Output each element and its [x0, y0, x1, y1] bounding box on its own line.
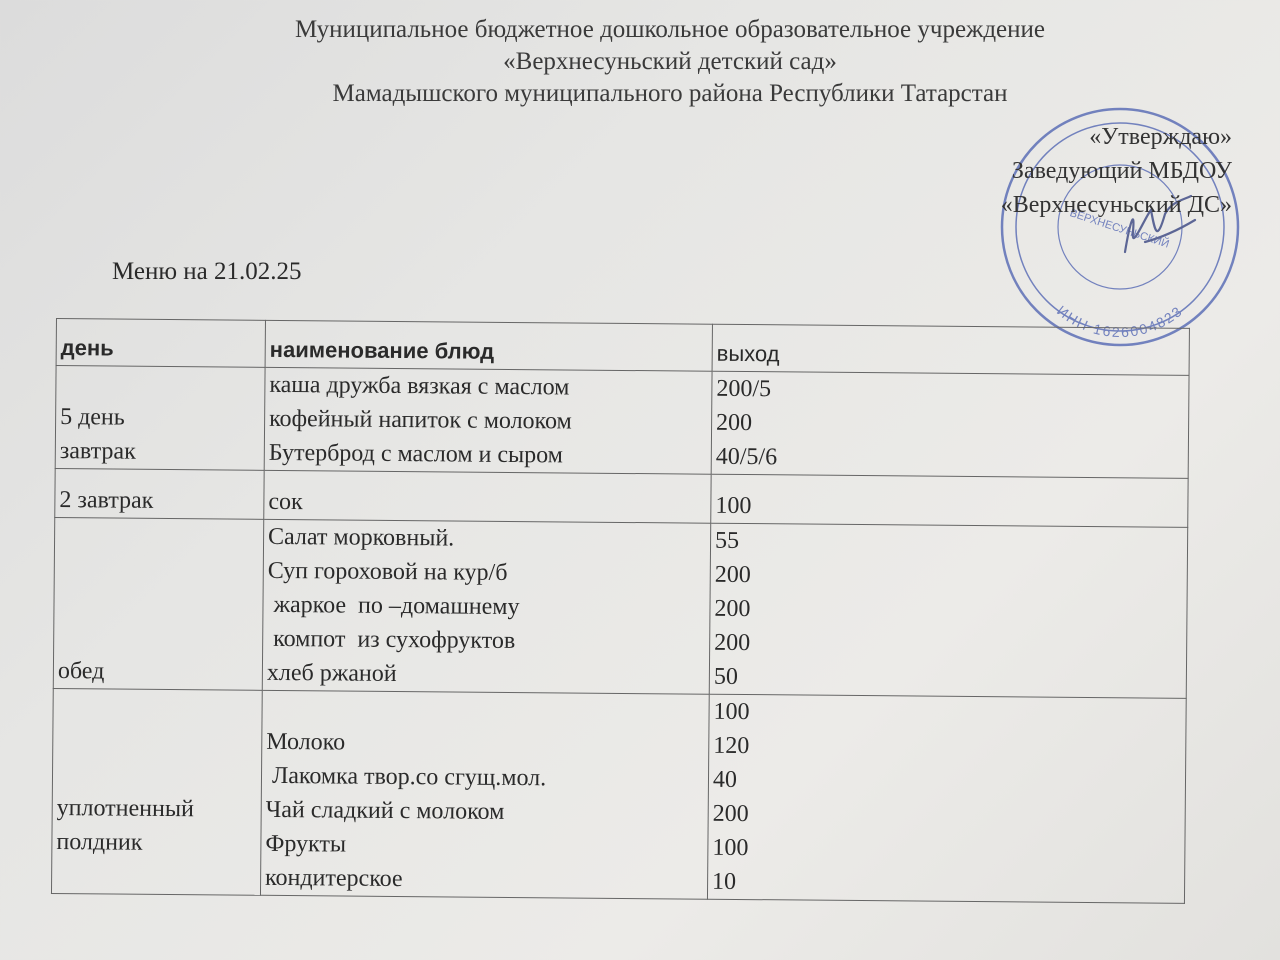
meal-label: полдник: [56, 829, 143, 856]
dish-item: Молоко: [266, 728, 346, 756]
yield-value: 100: [715, 492, 752, 520]
meal-cell: [53, 517, 263, 690]
dish-item: каша дружба вязкая с маслом: [269, 371, 570, 401]
yield-value: 100: [713, 698, 750, 726]
yield-value: 200/5: [716, 375, 772, 403]
dish-cell: [264, 470, 711, 523]
dish-item: Суп гороховой на кур/б: [267, 557, 508, 586]
meal-label: завтрак: [59, 438, 136, 465]
yield-value: 50: [713, 663, 739, 690]
dish-item: жаркое по –домашнему: [267, 591, 520, 621]
dish-item: Чай сладкий с молоком: [265, 796, 505, 825]
yield-value: 200: [714, 629, 751, 657]
yield-value: 55: [714, 527, 740, 554]
dish-item: кофейный напиток с молоком: [269, 405, 572, 435]
approval-line-1: «Утверждаю»: [1089, 124, 1232, 150]
dish-item: Бутерброд с маслом и сыром: [268, 439, 564, 469]
menu-title: Меню на 21.02.25: [112, 258, 302, 285]
meal-label: 2 завтрак: [59, 487, 154, 514]
yield-value: 40/5/6: [715, 443, 778, 471]
table-row-breakfast: [55, 366, 1189, 479]
header-line-3: Мамадышского муниципального района Республики Татарстан: [332, 80, 1008, 107]
header-dish: наименование блюд: [265, 320, 712, 371]
yield-value: 200: [714, 595, 751, 623]
table-row-afternoon-snack: [51, 688, 1186, 903]
dish-item: Лакомка твор.со сгущ.мол.: [265, 762, 547, 792]
header-yield: выход: [712, 324, 1189, 375]
stamp-inn-text: ИНН 1626004823: [1054, 302, 1186, 341]
meal-cell: [55, 468, 264, 519]
header-line-1: Муниципальное бюджетное дошкольное образовательное учреждение: [295, 16, 1045, 43]
dish-item: хлеб ржаной: [266, 659, 397, 687]
header-day: день: [56, 319, 265, 368]
yield-value: 40: [712, 766, 738, 793]
menu-table: [51, 318, 1190, 904]
yield-value: 200: [714, 561, 751, 589]
dish-item: компот из сухофруктов: [267, 625, 516, 655]
approval-line-2: Заведующий МБДОУ: [1011, 158, 1232, 184]
yield-value: 120: [713, 732, 750, 760]
yield-cell: [707, 694, 1186, 903]
dish-cell: [264, 367, 712, 474]
meal-label: 5 день: [60, 404, 125, 431]
stamp-center-text: ВЕРХНЕСУНЬСКИЙ: [1068, 207, 1171, 251]
dish-cell: [260, 690, 709, 899]
yield-value: 10: [711, 868, 737, 895]
dish-item: Фрукты: [265, 830, 347, 858]
yield-cell: [711, 474, 1188, 527]
approval-line-3: «Верхнесуньский ДС»: [1000, 192, 1232, 218]
yield-value: 200: [712, 800, 749, 828]
meal-cell: [51, 688, 262, 895]
dish-item: кондитерское: [265, 864, 403, 893]
yield-cell: [711, 371, 1189, 478]
dish-cell: [262, 519, 710, 694]
table-row-lunch: [53, 517, 1187, 698]
yield-value: 200: [715, 409, 753, 437]
dish-item: сок: [268, 488, 303, 516]
meal-label: обед: [57, 658, 105, 685]
yield-cell: [709, 523, 1187, 698]
approval-block: [1001, 120, 1232, 222]
meal-label: уплотненный: [56, 795, 194, 823]
dish-item: Салат морковный.: [267, 523, 455, 552]
yield-value: 100: [712, 834, 749, 862]
header-line-2: «Верхнесуньский детский сад»: [503, 48, 837, 75]
meal-cell: [55, 366, 265, 471]
